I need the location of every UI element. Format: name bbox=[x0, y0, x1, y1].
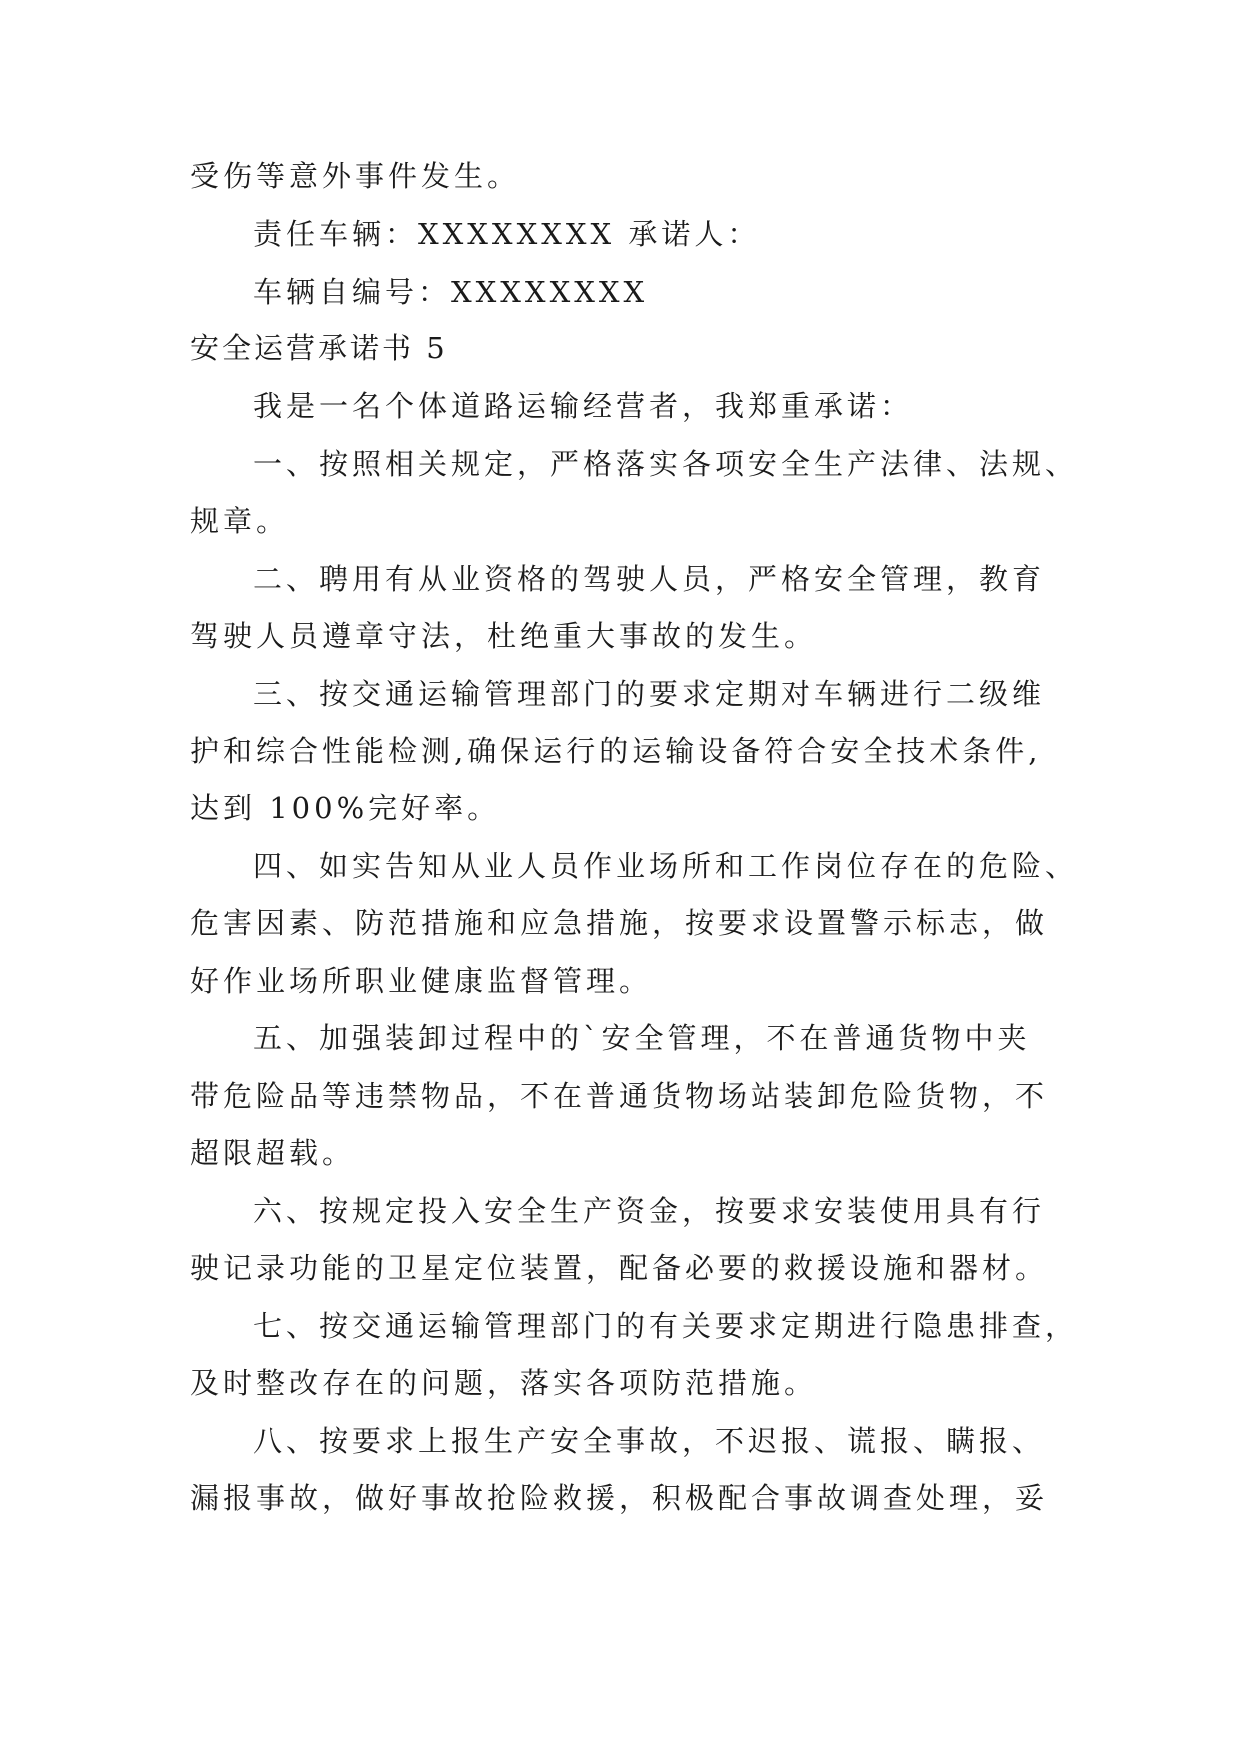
text-line: 规章。 bbox=[190, 504, 290, 538]
text-line: 危害因素、防范措施和应急措施，按要求设置警示标志，做 bbox=[190, 906, 1049, 940]
text-line: 驶记录功能的卫星定位装置，配备必要的救援设施和器材。 bbox=[190, 1251, 1049, 1285]
text-line: 带危险品等违禁物品，不在普通货物场站装卸危险货物，不 bbox=[190, 1079, 1049, 1113]
text-line: 一、按照相关规定，严格落实各项安全生产法律、法规、 bbox=[253, 447, 1079, 481]
text-line: 达到 100%完好率。 bbox=[190, 791, 501, 825]
text-line: 五、加强装卸过程中的`安全管理，不在普通货物中夹 bbox=[253, 1021, 1031, 1055]
vehicle-number-line: 车辆自编号：XXXXXXXX bbox=[253, 275, 649, 309]
text-line: 七、按交通运输管理部门的有关要求定期进行隐患排查， bbox=[253, 1309, 1079, 1343]
text-line: 好作业场所职业健康监督管理。 bbox=[190, 964, 653, 998]
text-line: 三、按交通运输管理部门的要求定期对车辆进行二级维 bbox=[253, 677, 1046, 711]
text-line: 六、按规定投入安全生产资金，按要求安装使用具有行 bbox=[253, 1194, 1046, 1228]
text-line: 八、按要求上报生产安全事故，不迟报、谎报、瞒报、 bbox=[253, 1424, 1046, 1458]
text-line: 我是一名个体道路运输经营者，我郑重承诺： bbox=[253, 389, 914, 423]
responsible-vehicle-line: 责任车辆：XXXXXXXX 承诺人： bbox=[253, 217, 761, 251]
text-line: 四、如实告知从业人员作业场所和工作岗位存在的危险、 bbox=[253, 849, 1079, 883]
text-line: 漏报事故，做好事故抢险救援，积极配合事故调查处理，妥 bbox=[190, 1481, 1049, 1515]
text-line: 及时整改存在的问题，落实各项防范措施。 bbox=[190, 1366, 818, 1400]
text-line: 二、聘用有从业资格的驾驶人员，严格安全管理，教育 bbox=[253, 562, 1046, 596]
text-line: 护和综合性能检测,确保运行的运输设备符合安全技术条件, bbox=[190, 734, 1042, 768]
text-line: 超限超载。 bbox=[190, 1136, 356, 1170]
text-line: 驾驶人员遵章守法，杜绝重大事故的发生。 bbox=[190, 619, 818, 653]
section-heading: 安全运营承诺书 5 bbox=[190, 331, 448, 365]
text-line: 受伤等意外事件发生。 bbox=[190, 159, 521, 193]
